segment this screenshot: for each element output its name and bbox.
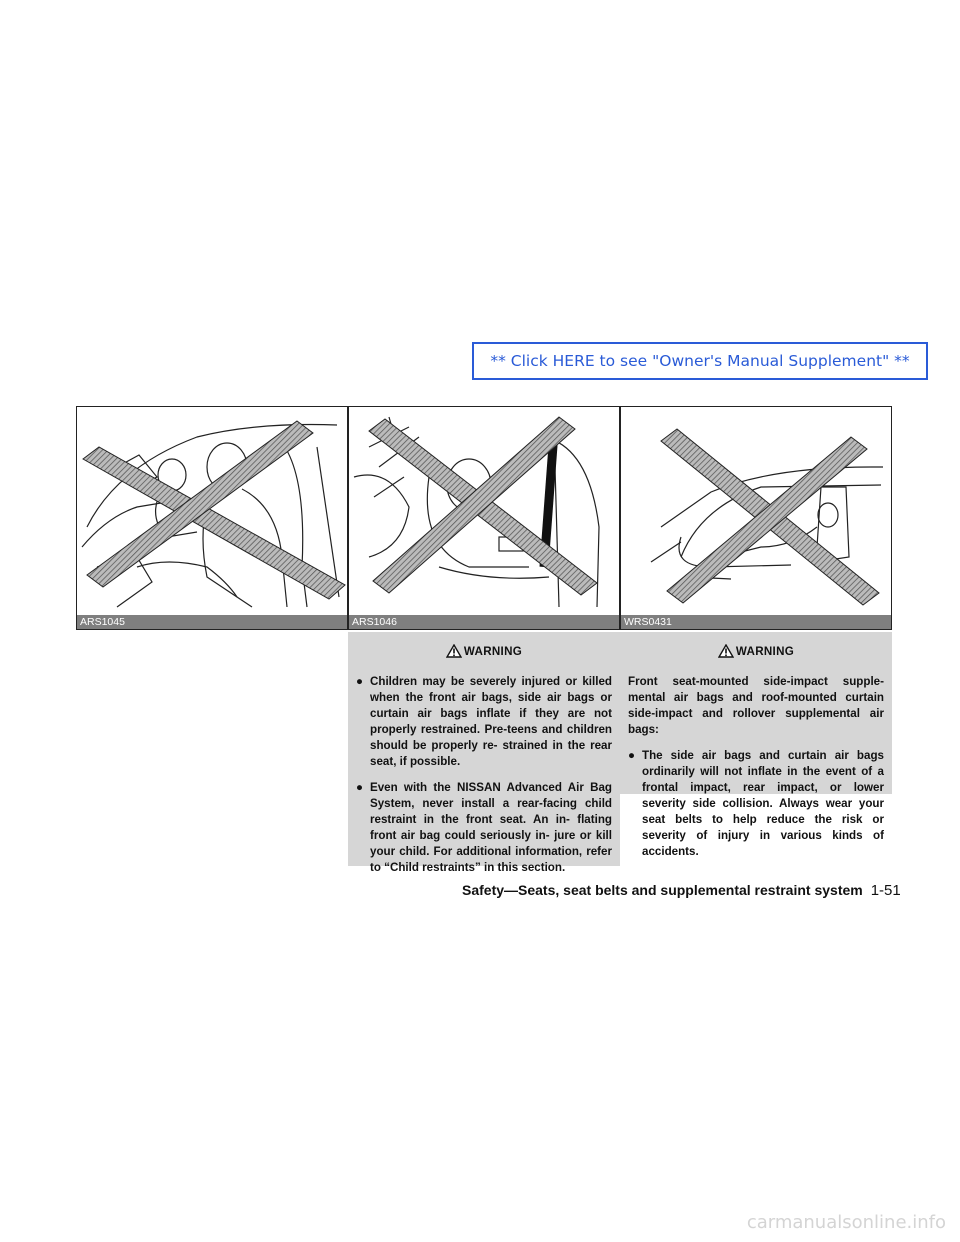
figure-label: ARS1045 — [77, 615, 347, 629]
figure-child-on-lap-front-seat — [76, 406, 348, 630]
bullet-icon: ● — [356, 675, 364, 688]
warning-triangle-icon — [718, 644, 734, 658]
bullet-icon: ● — [628, 749, 636, 762]
warning-box-child-restraints — [348, 632, 620, 874]
warning-bullet — [356, 674, 612, 770]
figure-label: ARS1046 — [349, 615, 619, 629]
illustration-rear-facing-seat — [349, 407, 620, 617]
illustration-child-leaning-door — [621, 407, 892, 617]
warning-title: WARNING — [463, 645, 523, 658]
warning-box-side-air-bags — [620, 632, 892, 858]
warning-heading — [628, 644, 884, 660]
warning-triangle-icon — [446, 644, 462, 658]
warning-bullet-text: The side air bags and curtain air bags ordinarily will not inflate in the event of a frontal impact, rear impact, or lower severity side collision. Always wear your seat belts to help reduce the risk or severity of injury in various kinds of accidents. — [642, 749, 884, 858]
warning-bullet — [628, 748, 884, 860]
warning-bullet — [356, 780, 612, 876]
warning-bullet-text: Children may be severely injured or killed when the front air bags, side air bags or curtain air bags inflate if they are not properly restrained. Pre-teens and children should be properly re- strained in the rear seat, if possible. — [370, 675, 612, 768]
figure-label: WRS0431 — [621, 615, 891, 629]
watermark: carmanualsonline.info — [746, 1212, 946, 1233]
illustration-child-on-lap — [77, 407, 348, 617]
page-number: 1-51 — [870, 882, 901, 899]
owners-manual-supplement-link[interactable]: ** Click HERE to see "Owner's Manual Supplement" ** — [472, 342, 928, 380]
page-footer — [462, 882, 901, 899]
figure-child-leaning-on-door — [620, 406, 892, 630]
bullet-icon: ● — [356, 781, 364, 794]
footer-section-title: Safety—Seats, seat belts and supplemental restraint system — [462, 882, 863, 898]
warning-heading — [356, 644, 612, 660]
warning-title: WARNING — [735, 645, 795, 658]
warning-intro: Front seat-mounted side-impact supple- mental air bags and roof-mounted curtain side-impact and rollover supplemental air bags: — [628, 675, 884, 736]
figure-rear-facing-child-seat-front — [348, 406, 620, 630]
warning-bullet-text: Even with the NISSAN Advanced Air Bag System, never install a rear-facing child restraint in the front seat. An in- flating front air bag could seriously in- jure or kill your child. For additional information, refer to “Child restraints” in this section. — [370, 781, 612, 874]
